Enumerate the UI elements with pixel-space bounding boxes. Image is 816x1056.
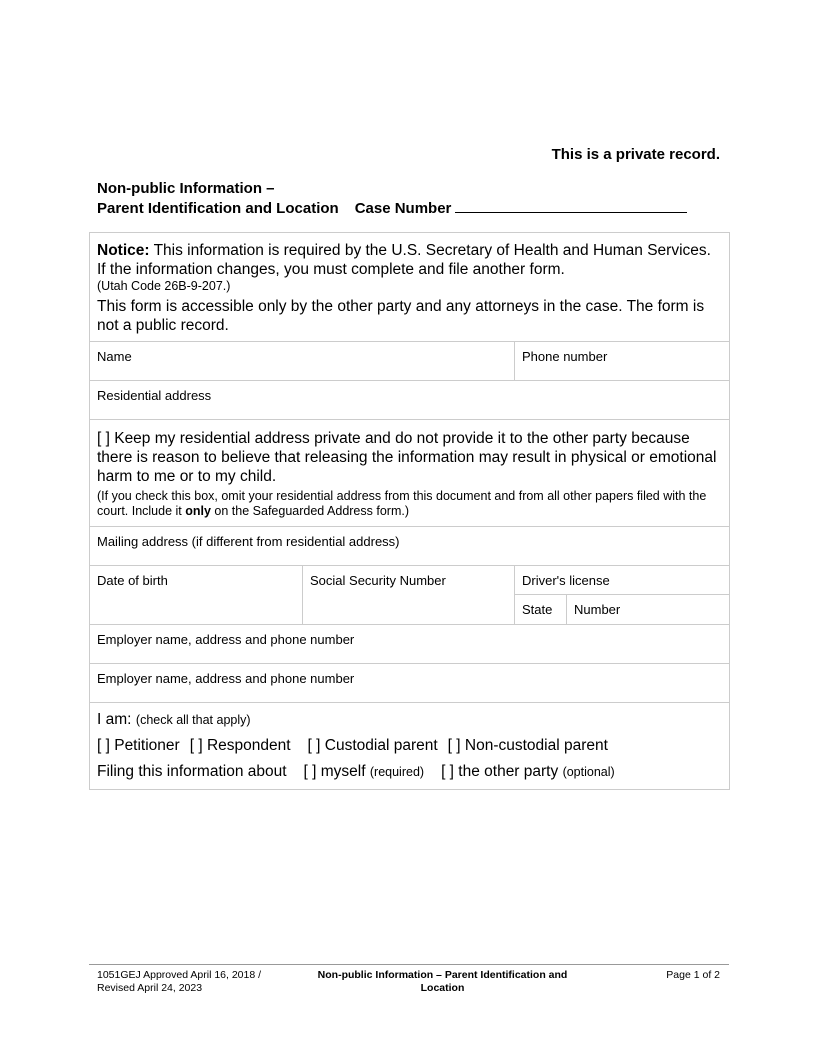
case-number-label: Case Number [354,200,452,217]
access-notice: This form is accessible only by the other party and any attorneys in the case. The form is not a public record. [97,298,705,334]
keep-private-text [97,429,722,486]
keep-private-checkbox[interactable]: [ ] [97,430,110,447]
filing-about-options [97,762,722,781]
employer-label-1: Employer name, address and phone number [97,632,355,647]
keep-private-section [90,420,730,527]
name-label: Name [97,349,132,364]
license-state-label: State [522,602,553,617]
other-party-note: (optional) [562,765,615,779]
petitioner-checkbox[interactable]: [ ] Petitioner [97,737,180,754]
noncustodial-parent-checkbox[interactable]: [ ] Non-custodial parent [447,737,608,754]
keep-private-note [97,489,722,519]
license-number-label: Number [574,602,621,617]
footer-revised: Revised April 24, 2023 [97,982,203,994]
myself-note: (required) [369,765,425,779]
drivers-license-header [515,566,730,595]
mailing-address-label: Mailing address (if different from residential address) [97,534,400,549]
notice-body: This information is required by the U.S. Secretary of Health and Human Services. If the information changes, you must complete and file another form. [97,242,711,278]
employer-field-1[interactable] [90,625,730,664]
footer-form-title [300,969,585,995]
mailing-address-field[interactable] [90,527,730,566]
footer-form-id [97,969,287,995]
ssn-field[interactable] [303,566,515,625]
private-record-notice: This is a private record. [551,146,720,163]
name-field[interactable] [90,342,515,381]
footer-approved: 1051GEJ Approved April 16, 2018 / [97,969,262,981]
keep-private-body: Keep my residential address private and do not provide it to the other party because there is reason to believe that releasing the information may result in physical or emotional harm to me or to my child. [97,430,717,485]
keep-private-note-pre: (If you check this box, omit your residential address from this document and from all other papers filed with the court. Include it [97,489,707,518]
custodial-parent-checkbox[interactable]: [ ] Custodial parent [307,737,438,754]
keep-private-note-bold: only [185,504,211,518]
role-options [97,736,722,755]
drivers-license-label: Driver's license [522,573,610,588]
keep-private-note-post: on the Safeguarded Address form.) [210,504,409,518]
dob-label: Date of birth [97,573,168,588]
case-number-field[interactable] [455,198,687,213]
license-number-field[interactable] [567,595,730,625]
respondent-checkbox[interactable]: [ ] Respondent [189,737,291,754]
i-am-heading [97,710,722,729]
i-am-hint: (check all that apply) [135,713,251,727]
employer-field-2[interactable] [90,664,730,703]
footer-divider [89,964,729,965]
title-line-2 [97,198,737,218]
phone-field[interactable] [515,342,730,381]
phone-label: Phone number [522,349,608,364]
notice-label: Notice: [97,242,150,259]
notice-text [97,241,722,279]
footer-page-number: Page 1 of 2 [666,969,720,981]
notice-section [90,233,730,342]
residential-address-field[interactable] [90,381,730,420]
filing-about-label: Filing this information about [97,763,287,780]
form-table [89,232,730,790]
other-party-checkbox[interactable]: [ ] the other party [441,763,559,780]
license-state-field[interactable] [515,595,567,625]
title-line-2-text: Parent Identification and Location [97,200,339,217]
footer-title-line-2: Location [420,982,465,994]
residential-address-label: Residential address [97,388,212,403]
form-title [97,180,737,218]
myself-checkbox[interactable]: [ ] myself [303,763,366,780]
i-am-section [90,703,730,790]
ssn-label: Social Security Number [310,573,446,588]
footer-title-line-1: Non-public Information – Parent Identification and [317,969,568,981]
i-am-label: I am: [97,711,132,728]
employer-label-2: Employer name, address and phone number [97,671,355,686]
title-line-1: Non-public Information – [97,180,275,197]
dob-field[interactable] [90,566,303,625]
notice-citation: (Utah Code 26B-9-207.) [97,279,231,293]
